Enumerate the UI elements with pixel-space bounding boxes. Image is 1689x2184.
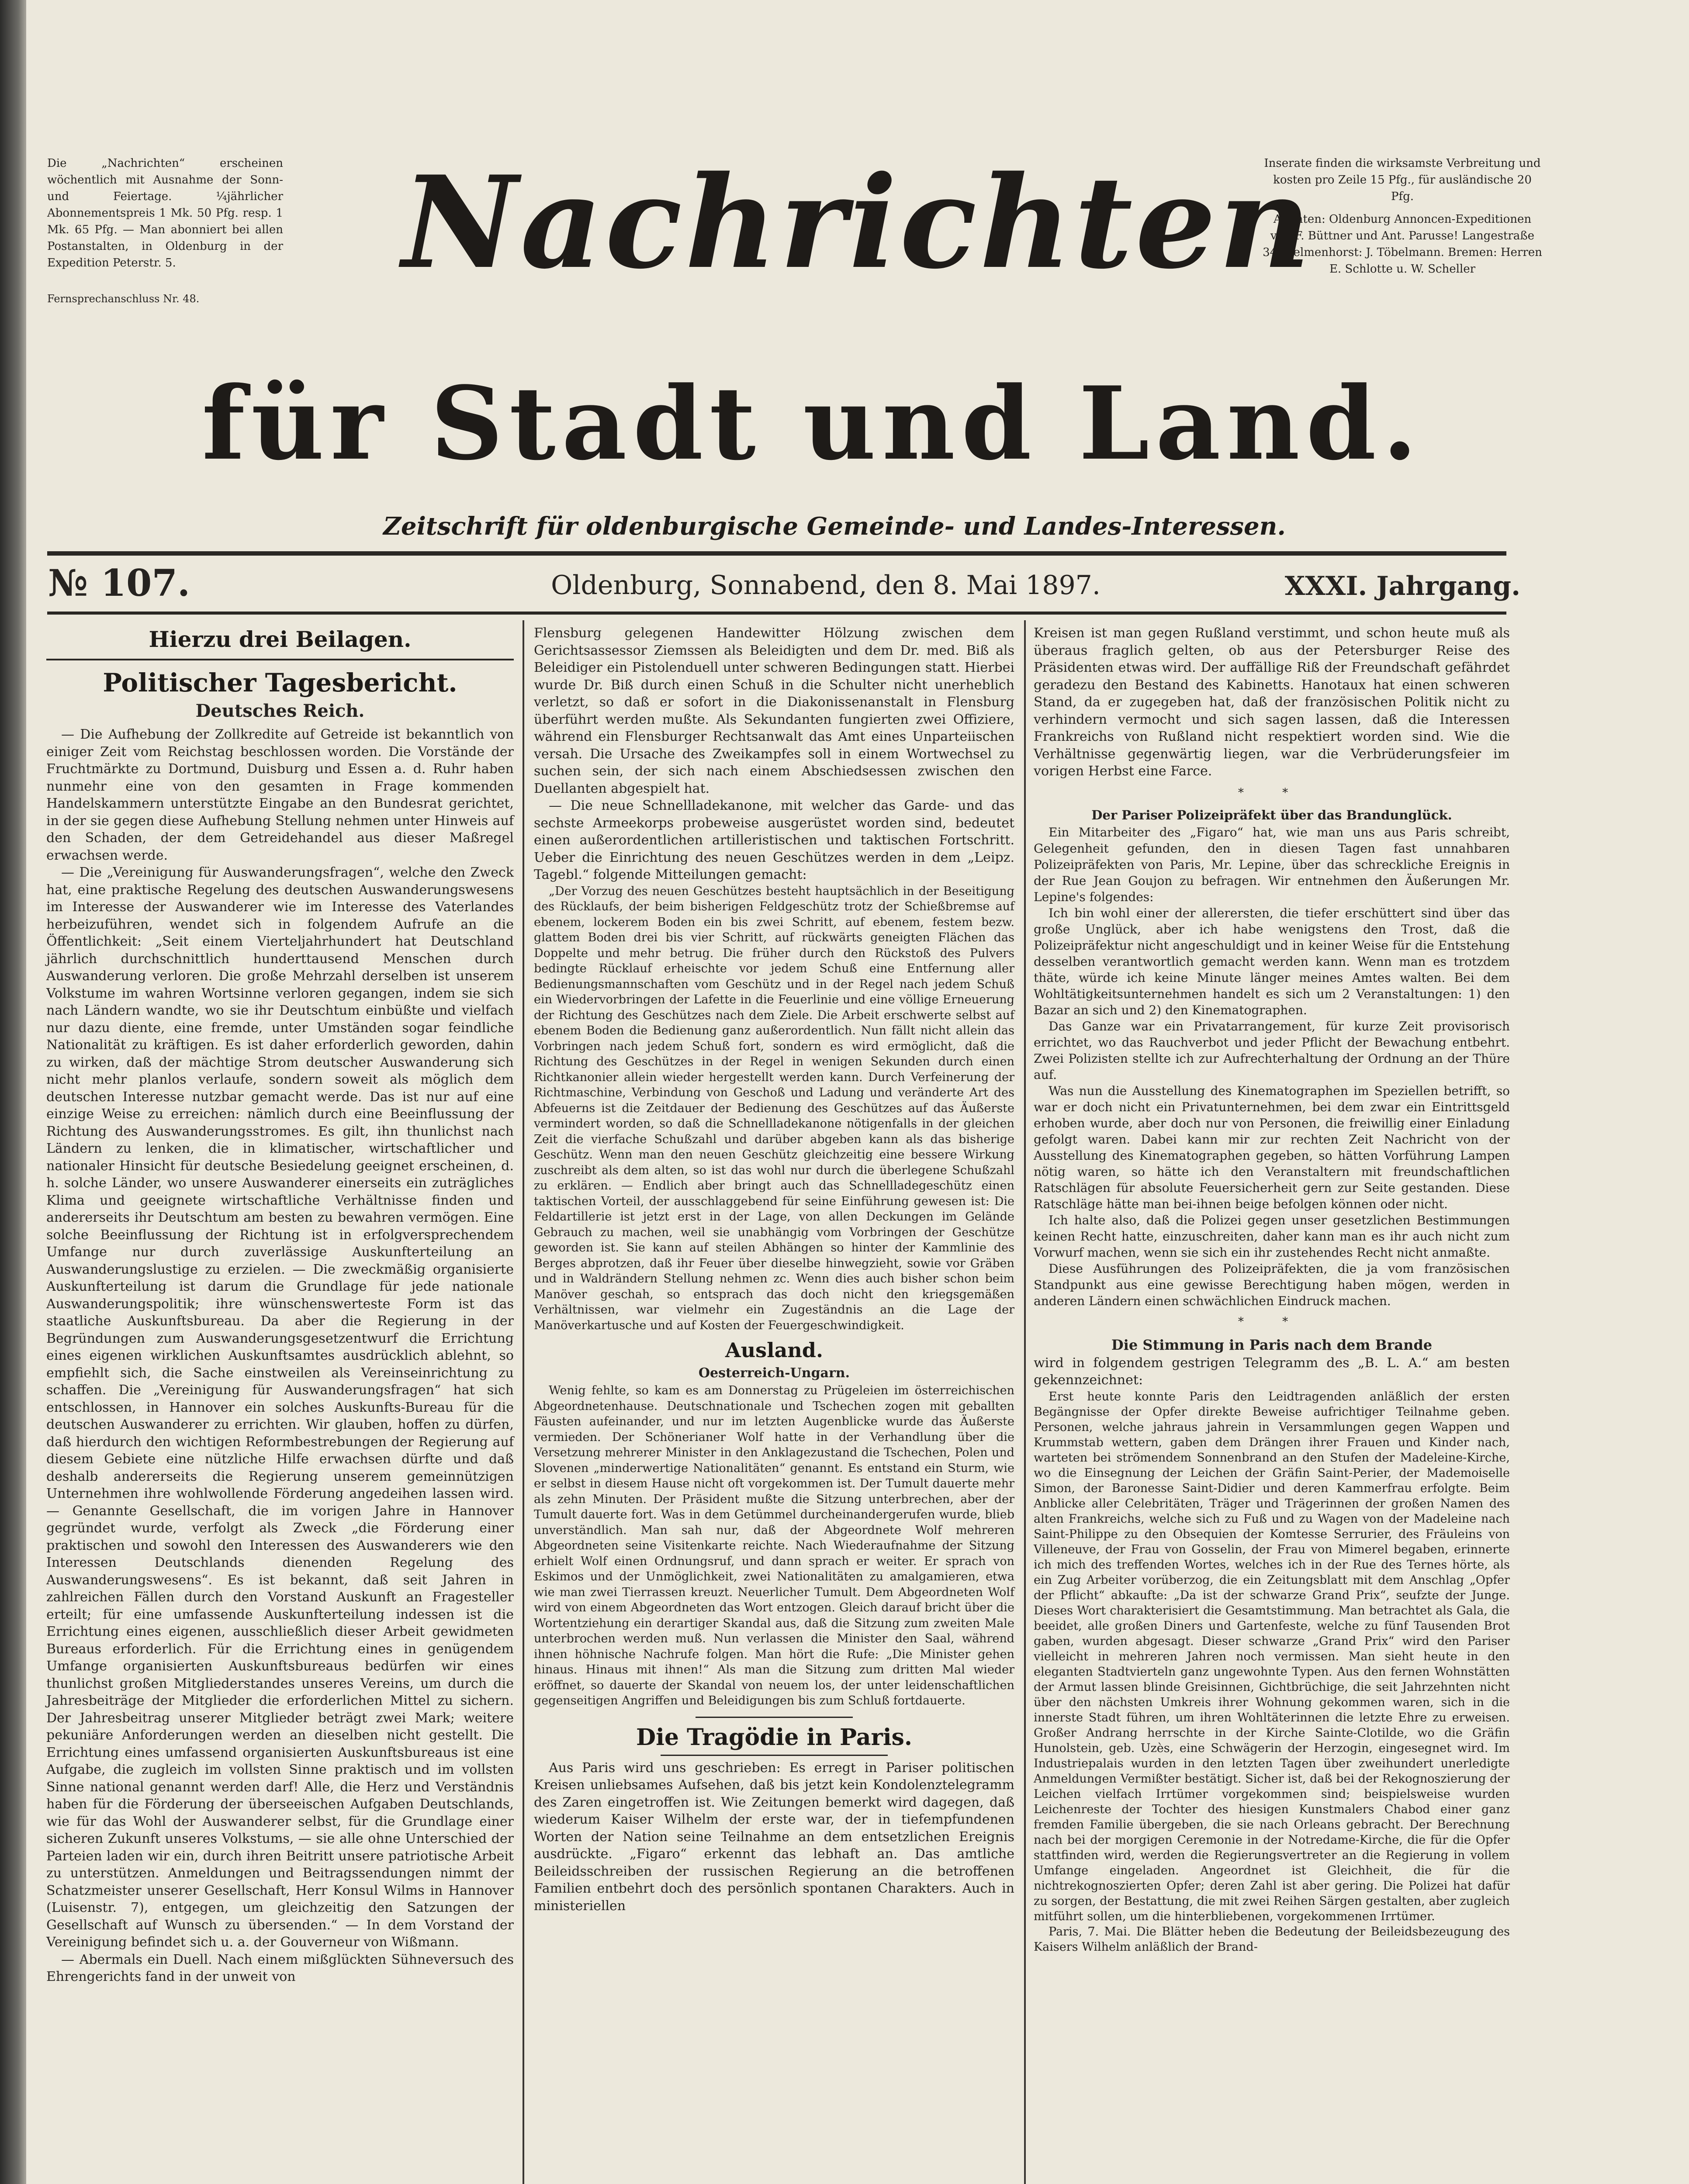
article-austria: Wenig fehlte, so kam es am Donnerstag zu Prügeleien im österreichischen Abgeordnetenhause. Deutschnationale und Tschechen zogen mit geballten Fäusten aufeinander, und nur im letzten Augenblicke wurde das Äußerste vermieden. Der Schönerianer Wolf hatte in der Verhandlung über die Versetzung mehrerer Minister in den Anklagezustand die Tschechen, Polen und Slovenen „minderwertige Nationalitäten“ genannt. Es entstand ein Sturm, wie er selbst in diesem Hause nicht oft vorgekommen ist. Der Tumult dauerte mehr als zehn Minuten. Der Präsident mußte die Sitzung unterbrechen, aber der Tumult dauerte fort. Was in dem Getümmel durcheinandergerufen wurde, blieb unverständlich. Man sah nur, daß der Abgeordnete Wolf mehreren Abgeordneten seine Visitenkarte reichte. Nach Wiederaufnahme der Sitzung erhielt Wolf einen Ordnungsruf, und dann sprach er weiter. Er sprach von Eskimos und der Unmöglichkeit, zwei Nationalitäten zu amalgamieren, etwa wie man zwei Tierrassen kreuzt. Neuerlicher Tumult. Dem Abgeordneten Wolf wird von einem Abgeordneten das Wort entzogen. Gleich darauf bricht über die Wortentziehung ein derartiger Skandal aus, daß die Sitzung zum zweiten Male unterbrochen werden muß. Nun verlassen die Minister den Saal, während ihnen höhnische Nachrufe folgen. Man hört die Rufe: „Die Minister gehen hinaus. Hinaus mit ihnen!“ Als man die Sitzung zum dritten Mal wieder eröffnet, so dauerte der Skandal von neuem los, der unter leidenschaftlichen gegenseitigen Angriffen und Beleidigungen bis zum Schluß fortdauerte.: [534, 1384, 1014, 1707]
masthead-subtitle: Zeitschrift für oldenburgische Gemeinde- und Landes-Interessen.: [383, 512, 1286, 541]
section-stars-1: * *: [1238, 786, 1306, 799]
article-duell-start: — Abermals ein Duell. Nach einem mißglückten Sühneversuch des Ehrengerichts fand in der unweit von: [46, 1952, 514, 1984]
ausland-heading: Ausland.: [725, 1338, 823, 1362]
masthead-rule-top: [47, 551, 1506, 556]
paris-rule: [696, 1717, 853, 1718]
column-1: [46, 625, 514, 1986]
prefect-heading: Der Pariser Polizeipräfekt über das Brandunglück.: [1091, 808, 1452, 822]
article-schnellladekanone: — Die neue Schnellladekanone, mit welcher das Garde- und das sechste Armeekorps probeweise ausgerüstet worden sind, bedeutet einen außerordentlichen artilleristischen und taktischen Fortschritt. Ueber die Einrichtung des neuen Geschützes werden in dem „Leipz. Tagebl.“ folgende Mitteilungen gemacht:: [534, 798, 1014, 882]
paris-heading-underline: [661, 1755, 888, 1756]
prefect-para-6: Diese Ausführungen des Polizeipräfekten, die ja vom französischen Standpunkt aus eine gewisse Berechtigung haben mögen, werden in anderen Ländern einen schwächlichen Eindruck machen.: [1034, 1261, 1510, 1308]
right-ear-agents: Agenten: Oldenburg Annoncen-Expeditionen von F. Büttner und Ant. Parusse! Langestraße 34. Delmenhorst: J. Töbelmann. Bremen: Herren E. Schlotte u. W. Scheller: [1263, 213, 1542, 276]
article-paris: Aus Paris wird uns geschrieben: Es erregt in Pariser politischen Kreisen unliebsames Aufsehen, daß bis jetzt kein Kondolenztelegramm des Zaren eingetroffen ist. Wie Zeitungen bemerkt wird dagegen, daß wiederum Kaiser Wilhelm der erste war, der in tiefempfundenen Worten der Nation seine Teilnahme an dem entsetzlichen Ereignis ausdrückte. „Figaro“ erkennt das lebhaft an. Das amtliche Beileidsschreiben der russischen Regierung an die betroffenen Familien entbehrt doch des persönlich spontanen Charakters. Auch in ministeriellen: [534, 1760, 1014, 1914]
supplements-notice: Hierzu drei Beilagen.: [149, 626, 412, 652]
column-rule-1: [523, 620, 524, 2184]
issue-date: Oldenburg, Sonnabend, den 8. Mai 1897.: [551, 570, 1101, 601]
newspaper-page: [26, 0, 1689, 2184]
article-duell-cont: Flensburg gelegenen Handewitter Hölzung zwischen dem Gerichtsassessor Ziemssen als Beleidigten und dem Dr. med. Biß als Beleidiger ein Pistolenduell unter schweren Bedingungen statt. Hierbei wurde Dr. Biß durch einen Schuß in die Schulter nicht unerheblich verletzt, so daß er sofort in die Diakonissenanstalt in Flensburg überführt werden mußte. Als Sekundanten fungierten zwei Offiziere, während ein Flensburger Rechtsanwalt das Amt eines Unparteiischen versah. Die Ursache des Zweikampfes soll in einem Wortwechsel zu suchen sein, der sich nach einem Abschiedsessen zwischen den Duellanten abgespielt hat.: [534, 625, 1014, 796]
article-zollkredite: — Die Aufhebung der Zollkredite auf Getreide ist bekanntlich von einiger Zeit vom Reichstag beschlossen worden. Die Vorstände der Fruchtmärkte zu Dortmund, Duisburg und Essen a. d. Ruhr haben nunmehr eine von den gesamten in Frage kommenden Handelskammern unterstützte Eingabe an den Bundesrat gerichtet, in der sie gegen diese Aufhebung Stellung nehmen unter Hinweis auf den Schaden, der dem Getreidehandel aus dieser Maßregel erwachsen werde.: [46, 727, 514, 863]
left-ear: [47, 155, 283, 307]
issue-number: № 107.: [48, 561, 190, 605]
political-report-heading: Politischer Tagesbericht.: [103, 668, 457, 698]
prefect-para-2: Ich bin wohl einer der allerersten, die tiefer erschüttert sind über das große Unglück, aber ich habe wenigstens den Trost, daß die Polizeipräfektur nicht angeschuldigt und in keiner Weise für die Entstehung desselben verantwortlich gemacht werden kann. Wenn man es trotzdem thäte, würde ich keine Minute länger meines Amtes walten. Bei dem Wohltätigkeitsunternehmen handelt es sich um 2 Veranstaltungen: 1) den Bazar an sich und 2) den Kinematographen.: [1034, 906, 1510, 1017]
prefect-para-5: Ich halte also, daß die Polizei gegen unser gesetzlichen Bestimmungen keinen Recht hatte, einzuschreiten, daher kann man es ihr auch nicht zum Vorwurf machen, wenn sie sich ein ihr zustehendes Recht nicht anmaßte.: [1034, 1213, 1510, 1260]
mood-para-2: Paris, 7. Mai. Die Blätter heben die Bedeutung der Beileidsbezeugung des Kaisers Wilhelm anläßlich der Brand-: [1034, 1925, 1510, 1954]
austria-subheading: Oesterreich-Ungarn.: [698, 1365, 850, 1381]
prefect-para-3: Das Ganze war ein Privatarrangement, für kurze Zeit provisorisch errichtet, wo das Rauchverbot und jeder Pflicht der Bewachung entbehrt. Zwei Polizisten stellte ich zur Aufrechterhaltung der Ordnung an der Thüre auf.: [1034, 1019, 1510, 1082]
paris-tragedy-heading: Die Tragödie in Paris.: [636, 1724, 912, 1751]
prefect-para-4: Was nun die Ausstellung des Kinematographen im Speziellen betrifft, so war er doch nicht ein Privatunternehmen, bei dem zwar ein Eintrittsgeld erhoben wurde, aber doch nur von Personen, die freiwillig einer Einladung gefolgt waren. Dabei kann mir zur rechten Zeit Nachricht von der Ausstellung des Kinematographen gegeben, so hätten Vorführung Lampen nötig waren, so hätte ich den Veranstaltern mit freundschaftlichen Ratschlägen für absolute Feuersicherheit gern zur Seite gestanden. Diese Ratschläge hätte man bei-ihnen beige befolgen können oder nicht.: [1034, 1084, 1510, 1211]
left-ear-phone: Fernsprechanschluss Nr. 48.: [47, 293, 200, 305]
left-ear-subscription: Die „Nachrichten“ erscheinen wöchentlich mit Ausnahme der Sonn- und Feiertage. ¼jährlicher Abonnementspreis 1 Mk. 50 Pfg. resp. 1 Mk. 65 Pfg. — Man abonniert bei allen Postanstalten, in Oldenburg in der Expedition Peterstr. 5.: [47, 157, 283, 270]
mood-heading: Die Stimmung in Paris nach dem Brande: [1111, 1336, 1433, 1353]
masthead-title-line1: Nachrichten: [402, 149, 1314, 297]
right-ear-ads: Inserate finden die wirksamste Verbreitung und kosten pro Zeile 15 Pfg., für ausländische 20 Pfg.: [1264, 157, 1541, 203]
german-reich-subheading: Deutsches Reich.: [195, 701, 365, 721]
section-stars-2: * *: [1238, 1315, 1306, 1328]
article-russland: Kreisen ist man gegen Rußland verstimmt, und schon heute muß als überaus fraglich gelten, ob aus der Petersburger Reise des Präsidenten etwas wird. Der auffällige Riß der Freundschaft gefährdet geradezu den Bestand des Kabinetts. Hanotaux hat einen schweren Stand, da er zugegeben hat, daß der französischen Politik nicht zu verhindern vermocht und sich sagen lassen, daß die Interessen Frankreichs von Rußland nicht respektiert worden sind. Wie die Verhältnisse gegenwärtig liegen, war die Verbrüderungsfeier im vorigen Herbst eine Farce.: [1034, 625, 1510, 779]
column-2: [534, 625, 1014, 1914]
column-rule-2: [1024, 620, 1026, 2184]
article-auswanderung: — Die „Vereinigung für Auswanderungsfragen“, welche den Zweck hat, eine praktische Regelung des deutschen Auswanderungswesens im Interesse der Auswanderer wie im Interesse des Vaterlandes herbeizuführen, wendet sich in folgendem Aufrufe an die Öffentlichkeit: „Seit einem Vierteljahrhundert hat Deutschland jährlich durchschnittlich hunderttausend Menschen durch Auswanderung verloren. Die große Mehrzahl derselben ist unserem Volkstume im wahren Wortsinne verloren gegangen, indem sie sich nach Ländern wandte, wo sie ihr Deutschtum einbüßte und vielfach nur dazu diente, eine fremde, unter Umständen sogar feindliche Nationalität zu kräftigen. Es ist daher erforderlich geworden, dahin zu wirken, daß der mächtige Strom deutscher Auswanderung sich nicht mehr planlos verlaufe, sondern soweit als möglich dem deutschen Interesse nutzbar gemacht werde. Das ist nur auf eine einzige Weise zu erreichen: nämlich durch eine Beeinflussung der Richtung des Auswanderungsstromes. Es gilt, ihn thunlichst nach Ländern zu lenken, die in klimatischer, wirtschaftlicher und nationaler Hinsicht für deutsche Besiedelung geeignet erscheinen, d. h. solche Länder, wo unsere Auswanderer einerseits ein zuträgliches Klima und geeignete wirtschaftliche Verhältnisse finden und andererseits ihr Deutschtum am besten zu bewahren vermögen. Eine solche Beeinflussung der Richtung ist in erfolgversprechendem Umfange nur durch zuverlässige Auskunfterteilung an Auswanderungslustige zu erzielen. — Die zweckmäßig organisierte Auskunfterteilung ist darum die Grundlage für jede nationale Auswanderungspolitik; ihre wünschenswerteste Form ist das staatliche Auskunftsbureau. Da aber die Regierung in der Begründungen zum Auswanderungsgesetzentwurf die Errichtung eines eigenen wirklichen Auskunftsamtes ausdrücklich ablehnt, so empfiehlt sich, die Sache einstweilen als Vereinseinrichtung zu schaffen. Die „Vereinigung für Auswanderungsfragen“ hat sich entschlossen, in Hannover ein solches Auskunfts-Bureau für die deutschen Auswanderer zu errichten. Wir glauben, hoffen zu dürfen, daß hierdurch den wichtigen Reformbestrebungen der Regierung auf diesem Gebiete eine nützliche Hilfe erwachsen dürfte und daß deshalb andererseits die Regierung unserem gemeinnützigen Unternehmen ihre wohlwollende Förderung angedeihen lassen wird. — Genannte Gesellschaft, die im vorigen Jahre in Hannover gegründet wurde, verfolgt als Zweck „die Förderung einer praktischen und sowohl den Interessen des Auswanderers wie den Interessen Deutschlands dienenden Regelung des Auswanderungswesens“. Es ist bekannt, daß seit Jahren in zahlreichen Fällen durch den Vorstand Auskunft an Fragesteller erteilt; für eine umfassende Auskunfterteilung indessen ist die Errichtung eines eigenen, ausschließlich dieser Arbeit gewidmeten Bureaus erforderlich. Für die Errichtung eines in genügendem Umfange organisierten Auskunftsbureaus bedürfen wir eines thunlichst großen Mitgliederstandes unseres Vereins, um durch die Jahresbeiträge der Mitglieder die erforderlichen Mittel zu sichern. Der Jahresbeitrag unserer Mitglieder beträgt zwei Mark; weitere pekuniäre Anforderungen werden an dieselben nicht gestellt. Die Errichtung eines umfassend organisierten Auskunftsbureaus ist eine Aufgabe, die zugleich im vollsten Sinne praktisch und im vollsten Sinne national genannt werden darf! Alle, die Herz und Verständnis haben für die Förderung der überseeischen Aufgaben Deutschlands, wie für das Wohl der Auswanderer selbst, für die Grundlage einer sicheren Zukunft unseres Volkstums, — sie alle ohne Unterschied der Parteien laden wir ein, durch ihren Beitritt unsere patriotische Arbeit zu unterstützen. Anmeldungen und Beitragssendungen nimmt der Schatzmeister unserer Gesellschaft, Herr Konsul Wilms in Hannover (Luisenstr. 7), entgegen, um gleichzeitig den Satzungen der Gesellschaft auf Wunsch zu übersenden.“ — In dem Vorstand der Vereinigung befindet sich u. a. der Gouverneur von Wißmann.: [46, 865, 514, 1950]
issue-volume: XXXI. Jahrgang.: [1284, 571, 1520, 601]
article-kanone-quote: „Der Vorzug des neuen Geschützes besteht hauptsächlich in der Beseitigung des Rücklaufs, der beim bisherigen Feldgeschütz trotz der Schießbremse auf ebenem, lockerem Boden ein bis zwei Schritt, auf ebenem, festem bezw. glattem Boden drei bis vier Schritt, auf rückwärts geneigten Flächen das Doppelte und mehr betrug. Die früher durch den Rückstoß des Pulvers bedingte Rücklauf erheischte vor jedem Schuß eine Entfernung aller Bedienungsmannschaften vom Geschütz und in der Regel nach jedem Schuß ein Wiedervorbringen der Lafette in die Feuerlinie und eine völlige Erneuerung der Richtung des Geschützes nach dem Ziele. Die Arbeit erschwerte selbst auf ebenem Boden die Bedienung ganz außerordentlich. Nun fällt nicht allein das Vorbringen nach jedem Schuß fort, sondern es wird ermöglicht, daß die Richtung des Geschützes in der Regel in wenigen Sekunden durch einen Richtkanonier allein wieder hergestellt werden kann. Durch Verfeinerung der Richtmaschine, Verbindung von Geschoß und Ladung und veränderte Art des Abfeuerns ist die Zeitdauer der Bedienung des Geschützes auf das Äußerste vermindert worden, so daß die Schnellladekanone nötigenfalls in der gleichen Zeit die vierfache Schußzahl und darüber abgeben kann als das bisherige Geschütz. Wenn man den neuen Geschütz gleichzeitig eine bessere Wirkung zuschreibt als dem alten, so ist das wohl nur durch die überlegene Schußzahl zu erklären. — Endlich aber bringt auch das Schnellladegeschütz einen taktischen Vorteil, der ausschlaggebend für seine Einführung gewesen ist: Die Feldartillerie ist jetzt erst in der Lage, von allen Deckungen im Gelände Gebrauch zu machen, weil sie unabhängig vom Vorbringen der Geschütze geworden ist. Sie kann auf steilen Abhängen so hinter der Kammlinie des Berges abprotzen, daß ihr Feuer über dieselbe hinwegzieht, sowie vor Gräben und in Waldrändern Stellung nehmen zc. Wenn dies auch bisher schon beim Manöver geschah, so entsprach das doch nicht den kriegsgemäßen Verhältnissen, war vielmehr ein Zugeständnis an die Lage der Manöverkartusche und auf Kosten der Feuergeschwindigkeit.: [534, 884, 1014, 1332]
book-binding: [0, 0, 26, 2184]
column-3: [1034, 625, 1510, 1955]
mood-intro: wird in folgendem gestrigen Telegramm des „B. L. A.“ am besten gekennzeichnet:: [1034, 1355, 1510, 1388]
prefect-para-1: Ein Mitarbeiter des „Figaro“ hat, wie man uns aus Paris schreibt, Gelegenheit gefunden, den in diesen Tagen fast unnahbaren Polizeipräfekten von Paris, Mr. Lepine, über das schreckliche Ereignis in der Rue Jean Goujon zu befragen. Wir entnehmen den Äußerungen Mr. Lepine's folgendes:: [1034, 825, 1510, 904]
notice-rule: [46, 659, 514, 660]
masthead-rule-bottom: [47, 612, 1506, 615]
masthead-title-line2: für Stadt und Land.: [201, 365, 1424, 483]
mood-para-1: Erst heute konnte Paris den Leidtragenden anläßlich der ersten Begängnisse der Opfer direkte Beweise aufrichtiger Teilnahme geben. Personen, welche jahraus jahrein in Versammlungen gegen Wappen und Krummstab wettern, gaben dem Drängen ihrer Frauen und Kinder nach, warteten bei strömendem Sonnenbrand an den Stufen der Madeleine-Kirche, wo die Einsegnung der Leichen der Gräfin Saint-Perier, der Mademoiselle Simon, der Baronesse Saint-Didier und deren Kammerfrau erfolgte. Beim Anblicke aller Celebritäten, Träger und Trägerinnen der großen Namen des alten Frankreichs, welche sich zu Fuß und zu Wagen von der Madeleine nach Saint-Philippe zu den Obsequien der Komtesse Serrurier, des Fräuleins von Villeneuve, der Frau von Gosselin, der Frau von Mimerel begaben, erinnerte ich mich des treffenden Wortes, welches ich in der Rue des Ternes hörte, als ein Zug Arbeiter vorüberzog, die ein Zeitungsblatt mit dem Anschlag „Opfer der Pflicht“ abkaufte: „Da ist der schwarze Grand Prix“, seufzte der Junge. Dieses Wort charakterisiert die Gesamtstimmung. Man betrachtet als Gala, die beeidet, alle großen Diners und Gartenfeste, welche zu fünf Tausenden Brot gaben, wurden abgesagt. Dieser schwarze „Grand Prix“ wird den Pariser vielleicht in mehreren Jahren noch vermissen. Man sieht heute in den eleganten Stadtvierteln ganz ungewohnte Typen. Aus den fernen Wohnstätten der Armut lassen blinde Greisinnen, Gichtbrüchige, die seit Jahrzehnten nicht über den nächsten Umkreis ihrer Wohnung gekommen waren, sich in die innerste Stadt führen, um ihren Wohltäterinnen die letzte Ehre zu erweisen. Großer Andrang herrschte in der Kirche Sainte-Clotilde, wo die Gräfin Hunolstein, geb. Uzès, eine Schwägerin der Herzogin, eingesegnet wird. Im Industriepalais wurden in den letzten Tagen über zweihundert unerledigte Anmeldungen Vermißter bestätigt. Sicher ist, daß bei der Rekognoszierung der Leichen vielfach Irrtümer vorgekommen sind; beispielsweise wurden Leichenreste der Tochter des hiesigen Kunstmalers Chabod einer ganz fremden Familie übergeben, die sie nach Orleans gebracht. Der Berechnung nach bei der morgigen Ceremonie in der Notredame-Kirche, die für die Opfer stattfinden wird, werden die Regierungsvertreter an die Regierung in vollem Umfange eingeladen. Angeordnet ist Gleichheit, die für die nichtrekognoszierten Opfer; deren Zahl ist aber gering. Die Polizei hat dafür zu sorgen, der Bestattung, die mit zwei Reihen Särgen gestalten, aber zugleich mitführt sollen, um die hinterbliebenen, vorgekommenen Irrtümer.: [1034, 1389, 1510, 1923]
